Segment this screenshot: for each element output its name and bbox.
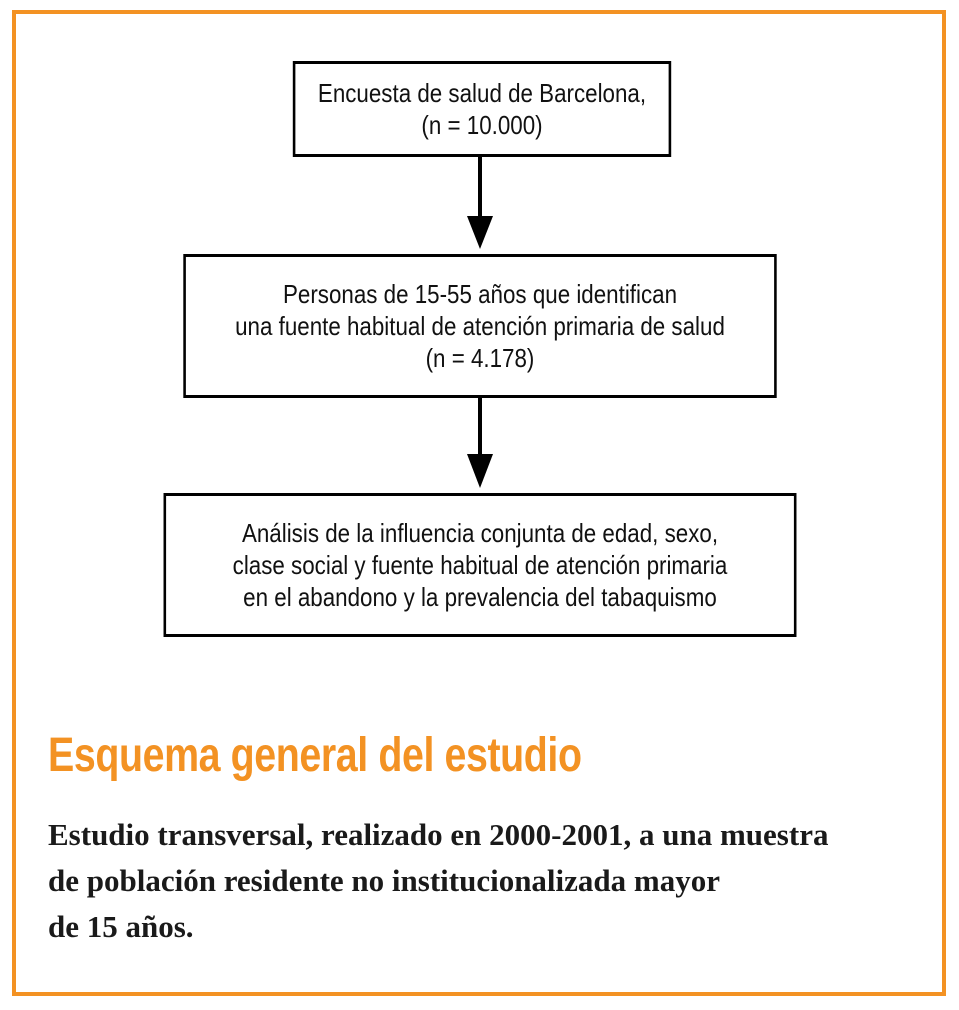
flow-box-analysis-line-2: clase social y fuente habitual de atención primaria (232, 550, 728, 580)
flow-box-population-line-1: Personas de 15-55 años que identifican (282, 279, 678, 309)
flow-box-population-line-2: una fuente habitual de atención primaria de salud (235, 311, 725, 341)
figure-title: Esquema general del estudio (48, 729, 582, 782)
description-line-2: de población residente no institucionalizada mayor (48, 863, 720, 898)
arrow-population-to-analysis (467, 398, 493, 488)
flow-box-analysis-line-3: en el abandono y la prevalencia del tabaquismo (243, 582, 717, 612)
flow-box-analysis-line-1: Análisis de la influencia conjunta de edad, sexo, (241, 518, 719, 548)
description-line-3: de 15 años. (48, 909, 194, 944)
flow-box-survey-line-2: (n = 10.000) (421, 110, 543, 140)
arrow-survey-to-population (467, 157, 493, 249)
flow-box-population-line-3: (n = 4.178) (425, 343, 535, 373)
description-line-1: Estudio transversal, realizado en 2000-2001, a una muestra (48, 817, 829, 852)
flow-box-survey-line-1: Encuesta de salud de Barcelona, (317, 78, 647, 108)
figure-description (48, 812, 928, 950)
